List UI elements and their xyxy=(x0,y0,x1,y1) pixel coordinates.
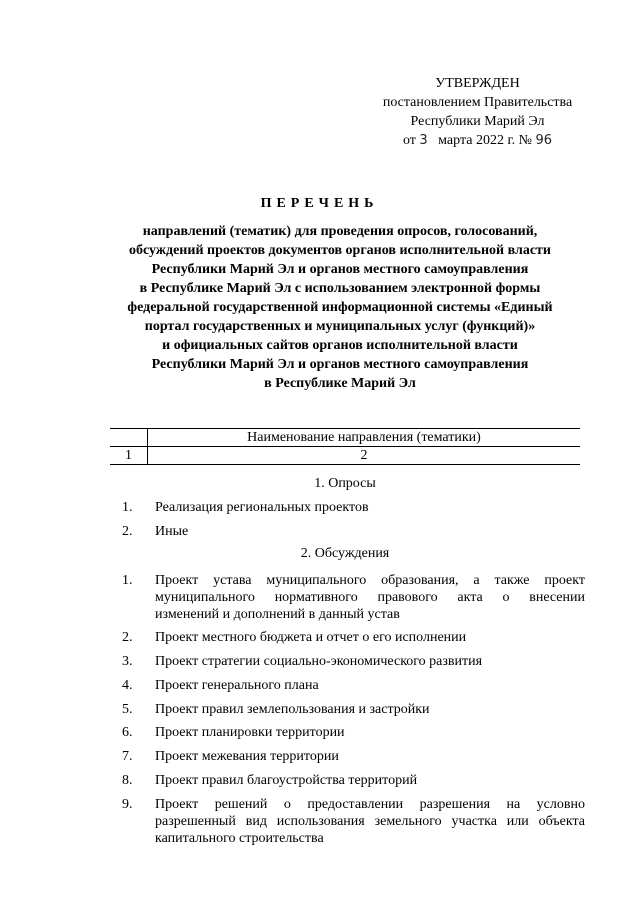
subtitle-line: и официальных сайтов органов исполнительной власти xyxy=(162,338,518,353)
item-number: 4. xyxy=(122,678,133,693)
subtitle-line: обсуждений проектов документов органов исполнительной власти xyxy=(129,243,551,258)
approval-line-3: Республики Марий Эл xyxy=(410,114,545,129)
document-subtitle xyxy=(95,222,585,393)
item-text: Проект правил землепользования и застройки xyxy=(155,702,430,717)
item-text: Иные xyxy=(155,524,189,539)
subtitle-line: Республики Марий Эл и органов местного самоуправления xyxy=(151,262,529,277)
item-text: разрешенный вид использования земельного участка или объекта xyxy=(155,814,585,829)
date-day: 3 xyxy=(419,133,428,148)
subtitle-line: в Республике Марий Эл xyxy=(264,376,416,391)
item-number: 3. xyxy=(122,654,133,669)
date-prefix: от xyxy=(402,133,416,148)
approval-line-2: постановлением Правительства xyxy=(382,95,573,110)
item-text: капитального строительства xyxy=(155,831,324,846)
item-number: 1. xyxy=(122,573,133,588)
item-text: Проект решений о предоставлении разрешения на условно xyxy=(155,797,585,812)
item-number: 6. xyxy=(122,725,133,740)
item-text: муниципального нормативного правового акта о внесении xyxy=(155,590,585,605)
subtitle-line: направлений (тематик) для проведения опросов, голосований, xyxy=(142,224,538,239)
section-heading: 2. Обсуждения xyxy=(300,546,390,561)
item-number: 5. xyxy=(122,702,133,717)
item-number: 7. xyxy=(122,749,133,764)
header-cell-number xyxy=(110,429,148,447)
item-text: Проект генерального плана xyxy=(155,678,319,693)
document-number: 96 xyxy=(535,133,553,148)
subtitle-line: федеральной государственной информационной системы «Единый xyxy=(127,300,553,315)
column-number-row xyxy=(110,447,580,465)
date-middle: марта 2022 г. № xyxy=(438,133,532,148)
item-text: Реализация региональных проектов xyxy=(155,500,369,515)
subtitle-line: Республики Марий Эл и органов местного самоуправления xyxy=(151,357,529,372)
subtitle-line: портал государственных и муниципальных услуг (функций)» xyxy=(144,319,536,334)
column-number-2: 2 xyxy=(148,447,581,465)
subtitle-line: в Республике Марий Эл с использованием электронной формы xyxy=(139,281,541,296)
item-text: Проект планировки территории xyxy=(155,725,345,740)
item-text: Проект местного бюджета и отчет о его исполнении xyxy=(155,630,467,645)
item-text: Проект стратегии социально-экономического развития xyxy=(155,654,483,669)
header-row xyxy=(110,429,580,447)
item-number: 9. xyxy=(122,797,133,812)
item-number: 8. xyxy=(122,773,133,788)
item-number: 1. xyxy=(122,500,133,515)
item-text: Проект правил благоустройства территорий xyxy=(155,773,418,788)
item-number: 2. xyxy=(122,524,133,539)
header-cell-name: Наименование направления (тематики) xyxy=(148,429,581,447)
item-number: 2. xyxy=(122,630,133,645)
document-title: ПЕРЕЧЕНЬ xyxy=(260,196,379,211)
approval-date-line xyxy=(370,131,585,150)
item-text: Проект межевания территории xyxy=(155,749,339,764)
list-header-table xyxy=(110,428,580,465)
section-heading: 1. Опросы xyxy=(314,476,376,491)
approval-stamp xyxy=(370,74,585,150)
item-text: Проект устава муниципального образования, а также проект xyxy=(155,573,585,588)
item-text: изменений и дополнений в данный устав xyxy=(155,607,400,622)
approval-heading: УТВЕРЖДЕН xyxy=(435,76,520,91)
column-number-1: 1 xyxy=(110,447,148,465)
